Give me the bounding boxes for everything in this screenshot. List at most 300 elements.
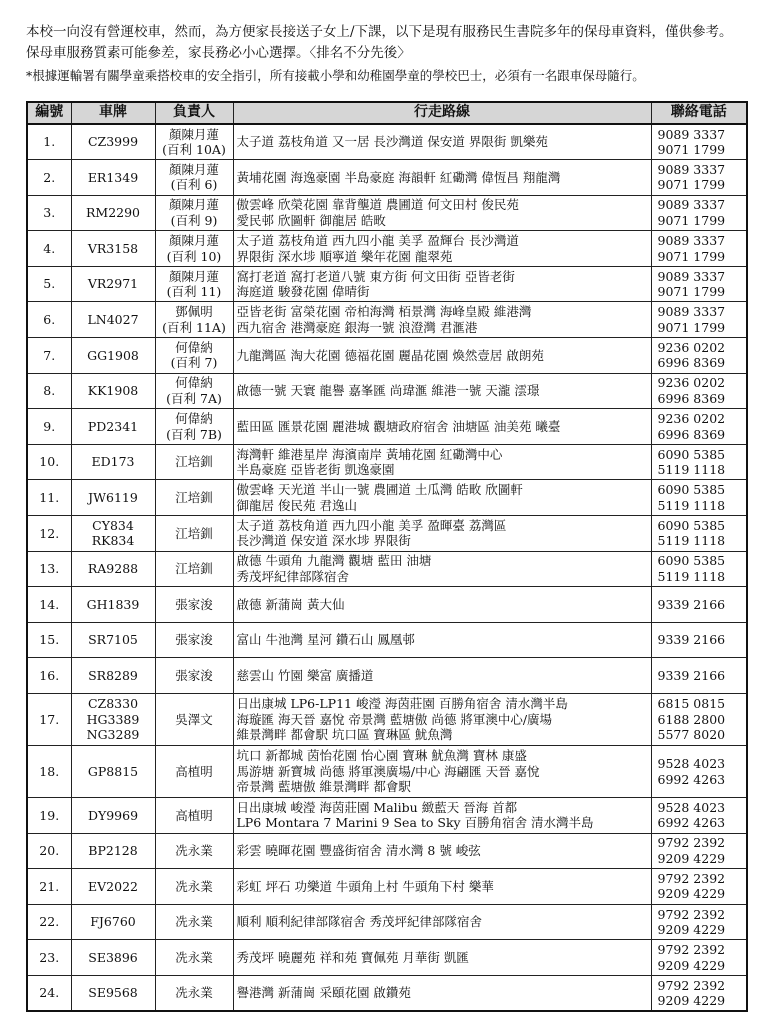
row-number: 22. bbox=[39, 914, 60, 930]
cell-number bbox=[27, 195, 71, 231]
route-text: 順利 順利紀律部隊宿舍 秀茂坪紀律部隊宿舍 bbox=[236, 914, 482, 930]
person-text: 顏陳月蓮 bbox=[168, 268, 219, 284]
cell-phone bbox=[651, 444, 747, 480]
person-text: 冼永業 bbox=[175, 914, 213, 930]
cell-plate bbox=[71, 195, 155, 231]
plate-text: LN4027 bbox=[87, 312, 139, 328]
person-text: 江培釧 bbox=[175, 561, 213, 577]
row-number: 2. bbox=[43, 169, 56, 185]
table-row bbox=[27, 904, 747, 940]
row-number: 9. bbox=[43, 418, 56, 434]
cell-number bbox=[27, 409, 71, 445]
phone-text: 5119 1118 bbox=[657, 533, 726, 549]
route-text: LP6 Montara 7 Marini 9 Sea to Sky 百勝角宿舍 清水灣半島 bbox=[236, 815, 594, 831]
person-text: (百利 11A) bbox=[162, 319, 226, 335]
plate-text: EV2022 bbox=[88, 878, 138, 894]
table-row bbox=[27, 444, 747, 480]
cell-plate bbox=[71, 444, 155, 480]
cell-number bbox=[27, 516, 71, 552]
person-text: 冼永業 bbox=[175, 843, 213, 859]
phone-text: 9209 4229 bbox=[657, 886, 726, 902]
table-row bbox=[27, 124, 747, 160]
route-text: 亞皆老街 富榮花園 帝柏海灣 栢景灣 海峰皇殿 維港灣 bbox=[236, 304, 532, 320]
phone-text: 9339 2166 bbox=[657, 596, 726, 612]
plate-text: SR7105 bbox=[88, 632, 138, 648]
cell-plate bbox=[71, 833, 155, 869]
phone-text: 9071 1799 bbox=[657, 248, 726, 264]
route-text: 西九宿舍 港灣豪庭 銀海一號 浪澄灣 君滙港 bbox=[236, 319, 478, 335]
cell-route bbox=[233, 231, 651, 267]
phone-text: 9071 1799 bbox=[657, 319, 726, 335]
route-text: 黃埔花園 海逸豪園 半島豪庭 海韻軒 紅磡灣 偉恆昌 翔龍灣 bbox=[236, 169, 561, 185]
row-number: 16. bbox=[39, 667, 60, 683]
cell-plate bbox=[71, 694, 155, 746]
cell-phone bbox=[651, 746, 747, 798]
route-text: 譽港灣 新蒲崗 采頤花園 啟鑽苑 bbox=[236, 985, 411, 1001]
cell-number bbox=[27, 444, 71, 480]
cell-phone bbox=[651, 833, 747, 869]
route-text: 富山 牛池灣 星河 鑽石山 鳳凰邨 bbox=[236, 632, 415, 648]
cell-person bbox=[155, 975, 233, 1011]
person-text: 顏陳月蓮 bbox=[168, 233, 219, 249]
cell-route bbox=[233, 587, 651, 623]
cell-number bbox=[27, 975, 71, 1011]
route-text: 海灣軒 維港星岸 海濱南岸 黃埔花園 紅磡灣中心 bbox=[236, 446, 503, 462]
row-number: 17. bbox=[39, 711, 60, 727]
cell-plate bbox=[71, 266, 155, 302]
person-text: (百利 7B) bbox=[166, 426, 222, 442]
phone-text: 9071 1799 bbox=[657, 142, 726, 158]
cell-route bbox=[233, 940, 651, 976]
phone-text: 9528 4023 bbox=[657, 756, 726, 771]
cell-plate bbox=[71, 746, 155, 798]
table-row bbox=[27, 480, 747, 516]
row-number: 23. bbox=[39, 949, 60, 965]
cell-phone bbox=[651, 587, 747, 623]
phone-text: 6815 0815 bbox=[657, 696, 726, 712]
row-number: 11. bbox=[39, 489, 60, 505]
phone-text: 9236 0202 bbox=[657, 339, 726, 355]
person-text: 何偉納 bbox=[175, 375, 213, 391]
phone-text: 9089 3337 bbox=[657, 126, 726, 142]
plate-text: ER1349 bbox=[87, 169, 139, 185]
row-number: 18. bbox=[39, 763, 60, 779]
cell-number bbox=[27, 231, 71, 267]
cell-phone bbox=[651, 798, 747, 834]
phone-text: 9071 1799 bbox=[657, 212, 726, 228]
person-text: (百利 9) bbox=[170, 212, 218, 228]
person-text: 顏陳月蓮 bbox=[168, 161, 219, 177]
cell-route bbox=[233, 444, 651, 480]
cell-person bbox=[155, 694, 233, 746]
plate-text: RA9288 bbox=[87, 561, 139, 577]
row-number: 14. bbox=[39, 596, 60, 612]
cell-route bbox=[233, 694, 651, 746]
cell-person bbox=[155, 409, 233, 445]
phone-text: 9792 2392 bbox=[657, 906, 726, 922]
person-text: 江培釧 bbox=[175, 525, 213, 541]
row-number: 5. bbox=[43, 276, 56, 292]
cell-phone bbox=[651, 622, 747, 658]
table-row bbox=[27, 195, 747, 231]
table-row bbox=[27, 833, 747, 869]
cell-phone bbox=[651, 231, 747, 267]
cell-phone bbox=[651, 160, 747, 196]
cell-person bbox=[155, 338, 233, 374]
cell-number bbox=[27, 551, 71, 587]
route-text: 啟德 牛頭角 九龍灣 觀塘 藍田 油塘 bbox=[236, 553, 432, 569]
route-text: 傲雲峰 天光道 半山一號 農圃道 土瓜灣 皓畋 欣圖軒 bbox=[236, 482, 523, 498]
cell-plate bbox=[71, 480, 155, 516]
cell-route bbox=[233, 338, 651, 374]
cell-route bbox=[233, 160, 651, 196]
cell-number bbox=[27, 658, 71, 694]
route-text: 海庭道 駿發花園 偉晴街 bbox=[236, 284, 370, 300]
phone-text: 9236 0202 bbox=[657, 411, 726, 427]
cell-plate bbox=[71, 160, 155, 196]
route-text: 啟德一號 天寰 龍譽 嘉峯匯 尚瑋滙 維港一號 天瀧 澐璟 bbox=[236, 383, 540, 399]
phone-text: 6090 5385 bbox=[657, 482, 726, 498]
cell-person bbox=[155, 160, 233, 196]
route-text: 愛民邨 欣圖軒 御龍居 皓畋 bbox=[236, 212, 386, 228]
row-number: 7. bbox=[43, 347, 56, 363]
person-text: 顏陳月蓮 bbox=[168, 197, 219, 213]
route-text: 藍田區 匯景花園 麗港城 觀塘政府宿舍 油塘區 油美苑 曦臺 bbox=[236, 418, 561, 434]
cell-route bbox=[233, 373, 651, 409]
cell-number bbox=[27, 302, 71, 338]
plate-text: VR3158 bbox=[87, 240, 139, 256]
table-row bbox=[27, 551, 747, 587]
phone-text: 6996 8369 bbox=[657, 426, 726, 442]
row-number: 6. bbox=[43, 312, 56, 328]
cell-phone bbox=[651, 975, 747, 1011]
cell-number bbox=[27, 480, 71, 516]
route-text: 半島豪庭 亞皆老街 凱逸豪園 bbox=[236, 462, 395, 478]
safety-note: *根據運輸署有關學童乘搭校車的安全指引，所有接載小學和幼稚園學童的學校巴士，必須有一名跟車保母隨行。 bbox=[26, 68, 645, 83]
phone-text: 6996 8369 bbox=[657, 390, 726, 406]
phone-text: 9089 3337 bbox=[657, 233, 726, 249]
phone-text: 9089 3337 bbox=[657, 304, 726, 320]
phone-text: 6992 4263 bbox=[657, 815, 726, 831]
plate-text: DY9969 bbox=[87, 807, 139, 823]
cell-person bbox=[155, 940, 233, 976]
row-number: 1. bbox=[43, 134, 56, 150]
cell-route bbox=[233, 195, 651, 231]
person-text: 冼永業 bbox=[175, 949, 213, 965]
cell-number bbox=[27, 904, 71, 940]
cell-phone bbox=[651, 338, 747, 374]
cell-plate bbox=[71, 869, 155, 905]
person-text: 顏陳月蓮 bbox=[168, 126, 219, 142]
cell-person bbox=[155, 195, 233, 231]
table-body bbox=[27, 124, 747, 1011]
plate-text: SR8289 bbox=[88, 667, 138, 683]
intro-paragraph: 本校一向沒有營運校車，然而，為方便家長接送子女上/下課，以下是現有服務民生書院多年的保母車資料，僅供參考。保母車服務質素可能參差，家長務必小心選擇。〈排名不分先後〉 bbox=[26, 24, 733, 61]
cell-route bbox=[233, 904, 651, 940]
phone-text: 9792 2392 bbox=[657, 835, 726, 851]
phone-text: 6090 5385 bbox=[657, 553, 726, 569]
cell-number bbox=[27, 373, 71, 409]
cell-plate bbox=[71, 940, 155, 976]
cell-number bbox=[27, 587, 71, 623]
person-text: (百利 10A) bbox=[162, 142, 226, 158]
cell-route bbox=[233, 302, 651, 338]
person-text: 高植明 bbox=[175, 763, 213, 779]
phone-text: 6992 4263 bbox=[657, 771, 726, 787]
row-number: 3. bbox=[43, 205, 56, 221]
cell-number bbox=[27, 694, 71, 746]
route-text: 彩虹 坪石 功樂道 牛頭角上村 牛頭角下村 樂華 bbox=[236, 878, 494, 894]
plate-text: BP2128 bbox=[88, 843, 138, 859]
person-text: 張家浚 bbox=[175, 667, 213, 683]
plate-text: SE9568 bbox=[88, 985, 138, 1001]
route-text: 九龍灣區 淘大花園 德福花園 麗晶花園 煥然壹居 啟朗苑 bbox=[236, 347, 544, 363]
cell-phone bbox=[651, 904, 747, 940]
person-text: 何偉納 bbox=[175, 411, 213, 427]
cell-person bbox=[155, 798, 233, 834]
cell-plate bbox=[71, 798, 155, 834]
cell-plate bbox=[71, 231, 155, 267]
cell-number bbox=[27, 160, 71, 196]
table-row bbox=[27, 746, 747, 798]
cell-number bbox=[27, 124, 71, 160]
plate-text: RK834 bbox=[91, 533, 135, 549]
header-route: 行走路線 bbox=[233, 102, 651, 124]
cell-phone bbox=[651, 516, 747, 552]
plate-text: JW6119 bbox=[88, 489, 138, 505]
cell-route bbox=[233, 551, 651, 587]
cell-phone bbox=[651, 869, 747, 905]
phone-text: 9792 2392 bbox=[657, 870, 726, 886]
phone-text: 9089 3337 bbox=[657, 161, 726, 177]
row-number: 8. bbox=[43, 383, 56, 399]
cell-phone bbox=[651, 302, 747, 338]
cell-plate bbox=[71, 658, 155, 694]
person-text: 冼永業 bbox=[175, 878, 213, 894]
row-number: 20. bbox=[39, 843, 60, 859]
person-text: (百利 6) bbox=[170, 177, 218, 193]
cell-plate bbox=[71, 622, 155, 658]
header-plate: 車牌 bbox=[71, 102, 155, 124]
route-text: 窩打老道 窩打老道八號 東方街 何文田街 亞皆老街 bbox=[236, 268, 515, 284]
person-text: 冼永業 bbox=[175, 985, 213, 1001]
table-row bbox=[27, 658, 747, 694]
cell-route bbox=[233, 658, 651, 694]
plate-text: CZ8330 bbox=[87, 696, 139, 712]
cell-person bbox=[155, 587, 233, 623]
cell-plate bbox=[71, 409, 155, 445]
route-text: 秀茂坪紀律部隊宿舍 bbox=[236, 568, 350, 584]
plate-text: NG3289 bbox=[86, 727, 140, 743]
cell-person bbox=[155, 480, 233, 516]
phone-text: 9792 2392 bbox=[657, 942, 726, 958]
cell-phone bbox=[651, 480, 747, 516]
cell-plate bbox=[71, 551, 155, 587]
person-text: 高植明 bbox=[175, 807, 213, 823]
cell-person bbox=[155, 833, 233, 869]
table-row bbox=[27, 160, 747, 196]
table-header-row bbox=[27, 102, 747, 124]
phone-text: 9528 4023 bbox=[657, 799, 726, 815]
plate-text: VR2971 bbox=[87, 276, 139, 292]
plate-text: CZ3999 bbox=[87, 134, 139, 150]
cell-person bbox=[155, 904, 233, 940]
phone-text: 6090 5385 bbox=[657, 517, 726, 533]
plate-text: FJ6760 bbox=[90, 914, 136, 930]
table-row bbox=[27, 516, 747, 552]
phone-text: 9089 3337 bbox=[657, 268, 726, 284]
route-text: 秀茂坪 曉麗苑 祥和苑 寶佩苑 月華街 凱匯 bbox=[236, 949, 469, 965]
cell-plate bbox=[71, 904, 155, 940]
phone-text: 6090 5385 bbox=[657, 446, 726, 462]
plate-text: KK1908 bbox=[87, 383, 139, 399]
route-text: 彩雲 曉暉花園 豐盛街宿舍 清水灣 8 號 峻弦 bbox=[236, 843, 481, 859]
row-number: 4. bbox=[43, 240, 56, 256]
phone-text: 9209 4229 bbox=[657, 922, 726, 938]
route-text: 太子道 荔枝角道 西九四小龍 美孚 盈輝台 長沙灣道 bbox=[236, 233, 519, 249]
cell-person bbox=[155, 516, 233, 552]
cell-route bbox=[233, 480, 651, 516]
school-bus-table bbox=[26, 101, 748, 1012]
cell-person bbox=[155, 622, 233, 658]
plate-text: RM2290 bbox=[85, 205, 141, 221]
cell-plate bbox=[71, 124, 155, 160]
cell-route bbox=[233, 266, 651, 302]
table-row bbox=[27, 798, 747, 834]
phone-text: 5577 8020 bbox=[657, 727, 726, 743]
cell-plate bbox=[71, 975, 155, 1011]
phone-text: 9089 3337 bbox=[657, 197, 726, 213]
phone-text: 5119 1118 bbox=[657, 497, 726, 513]
cell-plate bbox=[71, 338, 155, 374]
person-text: (百利 10) bbox=[166, 248, 222, 264]
phone-text: 9071 1799 bbox=[657, 284, 726, 300]
cell-person bbox=[155, 551, 233, 587]
route-text: 馬游塘 新寶城 尚德 將軍澳廣場/中心 海翩匯 天晉 嘉悅 bbox=[236, 763, 540, 779]
cell-person bbox=[155, 266, 233, 302]
table-row bbox=[27, 373, 747, 409]
route-text: 日出康城 峻瀅 海茵莊園 Malibu 緻藍天 晉海 首都 bbox=[236, 799, 518, 815]
phone-text: 9209 4229 bbox=[657, 957, 726, 973]
cell-plate bbox=[71, 516, 155, 552]
cell-number bbox=[27, 833, 71, 869]
route-text: 海璇匯 海天晉 嘉悅 帝景灣 藍塘傲 尚德 將軍澳中心/廣場 bbox=[236, 711, 553, 727]
cell-route bbox=[233, 833, 651, 869]
cell-number bbox=[27, 869, 71, 905]
cell-person bbox=[155, 302, 233, 338]
cell-phone bbox=[651, 195, 747, 231]
cell-route bbox=[233, 622, 651, 658]
route-text: 維景灣畔 都會駅 坑口區 寶琳區 魷魚灣 bbox=[236, 727, 453, 743]
row-number: 19. bbox=[39, 807, 60, 823]
cell-person bbox=[155, 746, 233, 798]
table-row bbox=[27, 338, 747, 374]
intro-section bbox=[26, 22, 746, 86]
route-text: 坑口 新都城 茵怡花園 怡心園 寶琳 魷魚灣 寶林 康盛 bbox=[236, 748, 527, 764]
row-number: 12. bbox=[39, 525, 60, 541]
route-text: 啟德 新蒲崗 黃大仙 bbox=[236, 596, 345, 612]
cell-number bbox=[27, 338, 71, 374]
row-number: 24. bbox=[39, 985, 60, 1001]
phone-text: 9209 4229 bbox=[657, 993, 726, 1009]
row-number: 13. bbox=[39, 561, 60, 577]
cell-route bbox=[233, 798, 651, 834]
route-text: 太子道 荔枝角道 西九四小龍 美孚 盈暉臺 荔灣區 bbox=[236, 517, 507, 533]
phone-text: 5119 1118 bbox=[657, 462, 726, 478]
person-text: 江培釧 bbox=[175, 454, 213, 470]
cell-route bbox=[233, 124, 651, 160]
person-text: (百利 7A) bbox=[166, 390, 222, 406]
cell-phone bbox=[651, 694, 747, 746]
route-text: 太子道 荔枝角道 又一居 長沙灣道 保安道 界限街 凱樂苑 bbox=[236, 134, 548, 150]
cell-number bbox=[27, 622, 71, 658]
cell-route bbox=[233, 869, 651, 905]
plate-text: GG1908 bbox=[87, 347, 139, 363]
person-text: 江培釧 bbox=[175, 489, 213, 505]
route-text: 界限街 深水埗 順寧道 樂年花園 龍翠苑 bbox=[236, 248, 453, 264]
cell-route bbox=[233, 975, 651, 1011]
route-text: 傲雲峰 欣榮花園 靠背壟道 農圃道 何文田村 俊民苑 bbox=[236, 197, 519, 213]
cell-person bbox=[155, 231, 233, 267]
route-text: 帝景灣 藍塘傲 維景灣畔 都會駅 bbox=[236, 779, 411, 795]
cell-person bbox=[155, 444, 233, 480]
cell-plate bbox=[71, 373, 155, 409]
phone-text: 9792 2392 bbox=[657, 977, 726, 993]
cell-plate bbox=[71, 302, 155, 338]
header-phone: 聯絡電話 bbox=[651, 102, 747, 124]
cell-route bbox=[233, 409, 651, 445]
table-row bbox=[27, 266, 747, 302]
person-text: (百利 11) bbox=[166, 284, 222, 300]
table-row bbox=[27, 940, 747, 976]
route-text: 御龍居 俊民苑 君逸山 bbox=[236, 497, 357, 513]
cell-number bbox=[27, 940, 71, 976]
cell-number bbox=[27, 798, 71, 834]
table-row bbox=[27, 869, 747, 905]
table-row bbox=[27, 409, 747, 445]
phone-text: 9339 2166 bbox=[657, 667, 726, 683]
cell-route bbox=[233, 516, 651, 552]
phone-text: 5119 1118 bbox=[657, 568, 726, 584]
plate-text: ED173 bbox=[91, 454, 135, 470]
cell-person bbox=[155, 373, 233, 409]
phone-text: 6188 2800 bbox=[657, 711, 726, 727]
table-row bbox=[27, 694, 747, 746]
plate-text: GP8815 bbox=[87, 763, 139, 779]
table-row bbox=[27, 302, 747, 338]
person-text: 鄧佩明 bbox=[175, 304, 213, 320]
person-text: 何偉納 bbox=[175, 339, 213, 355]
cell-phone bbox=[651, 551, 747, 587]
plate-text: SE3896 bbox=[88, 949, 138, 965]
phone-text: 9236 0202 bbox=[657, 375, 726, 391]
person-text: 吳澤文 bbox=[175, 711, 213, 727]
cell-phone bbox=[651, 658, 747, 694]
cell-phone bbox=[651, 409, 747, 445]
table-row bbox=[27, 231, 747, 267]
cell-plate bbox=[71, 587, 155, 623]
cell-phone bbox=[651, 124, 747, 160]
phone-text: 9339 2166 bbox=[657, 632, 726, 648]
route-text: 慈雲山 竹園 樂富 廣播道 bbox=[236, 667, 374, 683]
phone-text: 9209 4229 bbox=[657, 850, 726, 866]
route-text: 日出康城 LP6-LP11 峻瀅 海茵莊園 百勝角宿舍 清水灣半島 bbox=[236, 696, 568, 712]
row-number: 15. bbox=[39, 632, 60, 648]
plate-text: GH1839 bbox=[86, 596, 140, 612]
table-row bbox=[27, 587, 747, 623]
table-row bbox=[27, 622, 747, 658]
cell-phone bbox=[651, 373, 747, 409]
